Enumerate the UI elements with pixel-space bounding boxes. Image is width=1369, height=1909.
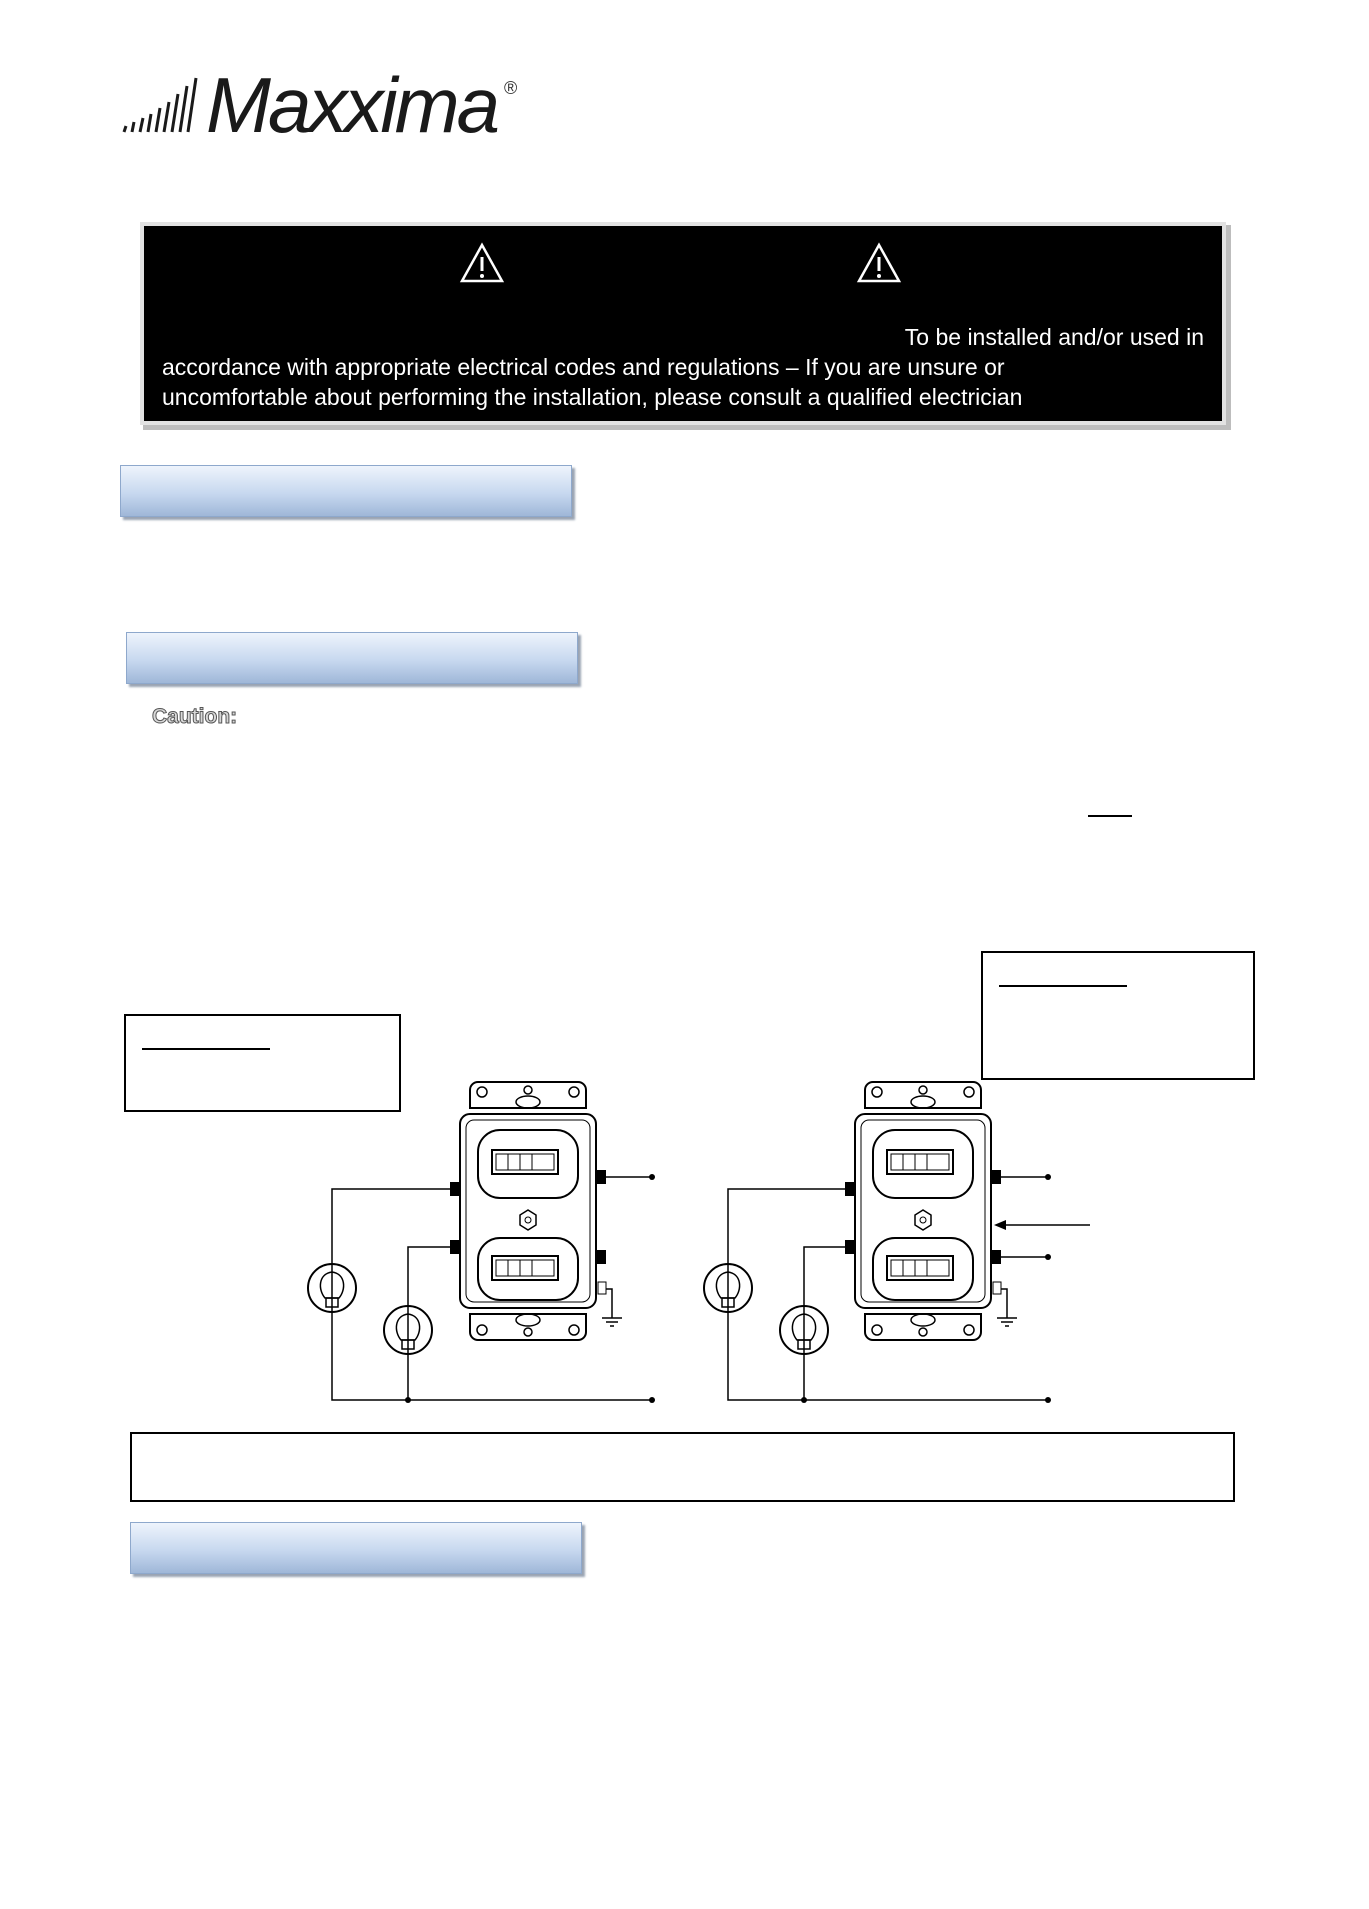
logo-wordmark: Maxxima xyxy=(206,61,498,149)
maxxima-logo xyxy=(120,61,540,149)
wiring-diagram-right xyxy=(704,1082,1090,1403)
wiring-diagrams xyxy=(290,1070,1110,1420)
warning-line-1: To be installed and/or used in xyxy=(904,324,1204,350)
diagram-label-box-right xyxy=(981,951,1255,1080)
warning-triangle-icon xyxy=(856,242,902,284)
warning-triangle-icon xyxy=(459,242,505,284)
section-header-bar-1 xyxy=(120,465,572,517)
caution-label: Caution: xyxy=(152,705,238,728)
section-header-bar-2 xyxy=(126,632,578,684)
wiring-diagram-left xyxy=(308,1082,655,1403)
signal-bars-icon xyxy=(120,74,215,134)
label-underline xyxy=(142,1048,270,1050)
underline-mark xyxy=(1088,815,1132,817)
section-header-bar-3 xyxy=(130,1522,582,1574)
warning-line-2: accordance with appropriate electrical codes and regulations – If you are unsure or xyxy=(162,354,1005,380)
label-underline xyxy=(999,985,1127,987)
diagram-note-box xyxy=(130,1432,1235,1502)
warning-line-3: uncomfortable about performing the installation, please consult a qualified electrician xyxy=(162,384,1023,410)
warning-banner xyxy=(144,226,1222,421)
registered-mark: ® xyxy=(504,78,518,98)
